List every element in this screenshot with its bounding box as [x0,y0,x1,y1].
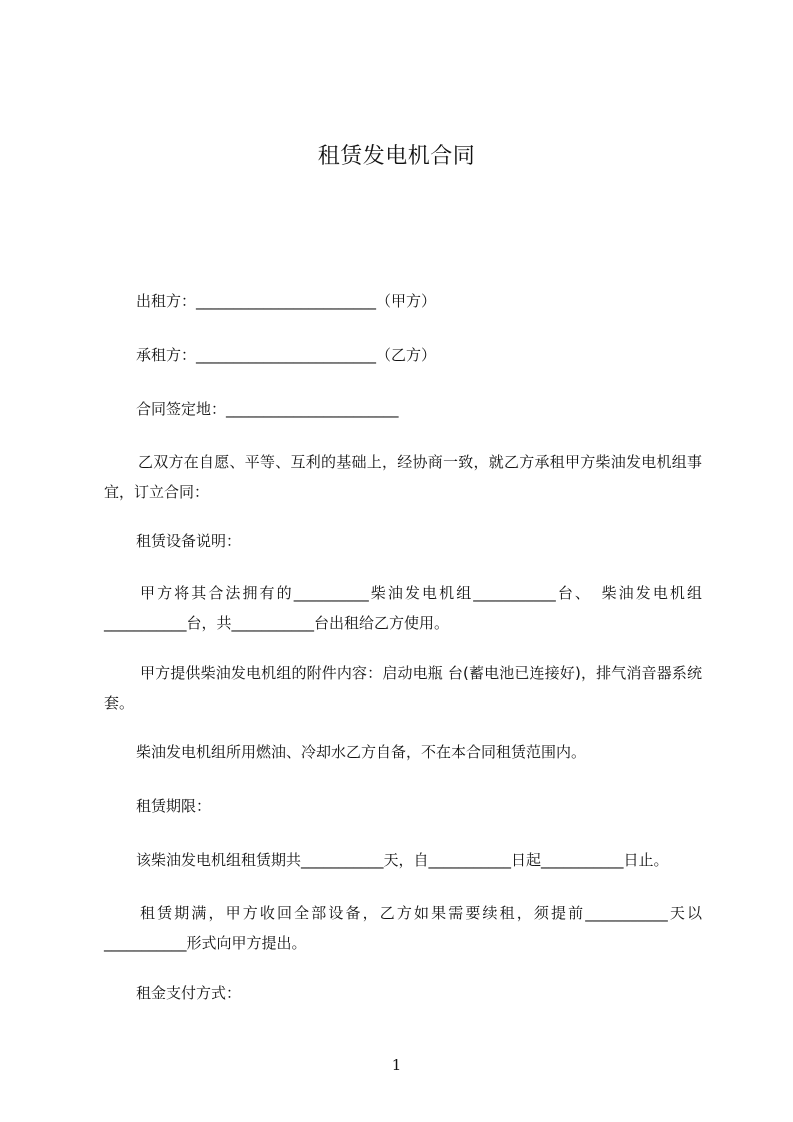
term-line: 该柴油发电机组租赁期共___________天，自___________日起___________日止。 [136,851,669,869]
document-title: 租赁发电机合同 [317,144,476,169]
equipment-paragraph-1: 甲方将其合法拥有的__________柴油发电机组___________台、 柴油发电机组___________台，共___________台出租给乙方使用。 [104,584,702,632]
contract-place-line: 合同签定地：_______________________ [136,400,399,418]
renewal-paragraph: 租赁期满，甲方收回全部设备，乙方如果需要续租，须提前___________天以___________形式向甲方提出。 [104,904,702,952]
lessee-line: 承租方：________________________（乙方） [136,346,437,364]
payment-section-heading: 租金支付方式： [136,984,242,1002]
lessor-line: 出租方：________________________（甲方） [136,292,437,310]
term-section-heading: 租赁期限： [136,797,212,815]
intro-paragraph: 乙双方在自愿、平等、互利的基础上，经协商一致，就乙方承租甲方柴油发电机组事宜，订立合同： [104,453,702,501]
fuel-line: 柴油发电机组所用燃油、冷却水乙方自备，不在本合同租赁范围内。 [136,743,587,761]
equipment-paragraph-2: 甲方提供柴油发电机组的附件内容：启动电瓶 台(蓄电池已连接好)，排气消音器系统 套。 [104,664,702,712]
page-number: 1 [391,1056,402,1074]
equipment-section-heading: 租赁设备说明： [136,532,242,550]
